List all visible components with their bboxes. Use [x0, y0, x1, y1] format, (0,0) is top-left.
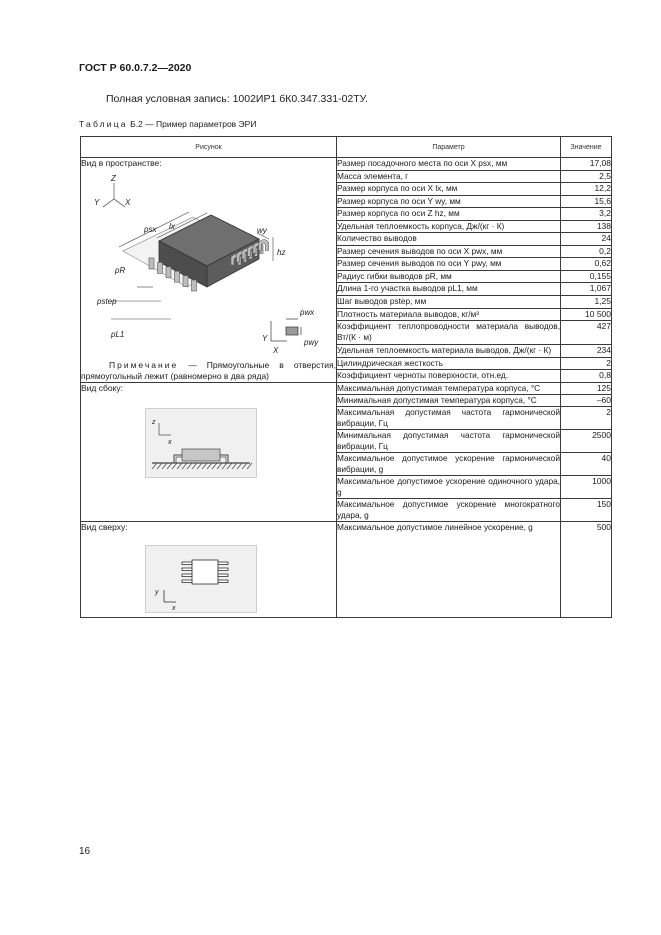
value-cell: 138	[561, 220, 612, 233]
col-header-param: Параметр	[337, 137, 561, 158]
axis-y-label: Y	[94, 198, 100, 207]
param-cell: Количество выводов	[337, 233, 561, 246]
value-cell: 0,8	[561, 370, 612, 383]
param-cell: Длина 1-го участка выводов pL1, мм	[337, 283, 561, 296]
psx-label: psx	[144, 225, 157, 234]
param-cell: Максимальное допустимое ускорение гармонической вибрации, g	[337, 453, 560, 474]
note-text: — Прямоугольные в отверстия, прямоугольный лежит (равномерно в два ряда)	[81, 360, 336, 381]
value-cell: 12,2	[561, 183, 612, 196]
param-cell: Размер корпуса по оси Z hz, мм	[337, 208, 561, 221]
value-cell: 17,08	[561, 158, 612, 171]
table-row	[81, 522, 612, 618]
top-view-drawing	[146, 546, 256, 612]
value-cell: 24	[561, 233, 612, 246]
page-number: 16	[79, 846, 91, 857]
value-cell: 1,25	[561, 296, 612, 309]
param-cell: Максимальное допустимое линейное ускорение, g	[337, 522, 561, 618]
value-cell: 3,2	[561, 208, 612, 221]
figure-cell-0	[81, 158, 337, 383]
table-caption	[79, 119, 256, 129]
param-cell: Коэффициент черноты поверхности, отн.ед.	[337, 370, 561, 383]
pwx-label: pwx	[300, 308, 315, 317]
axis-z-label: Z	[111, 174, 116, 183]
lx-label: lx	[169, 222, 175, 231]
table-row	[81, 383, 612, 395]
param-cell: Максимальное допустимое ускорение одиночного удара, g	[337, 476, 560, 497]
value-cell: 10 500	[561, 308, 612, 321]
pstep-label: pstep	[97, 297, 117, 306]
parameters-table	[80, 136, 612, 618]
figure-label: Вид в пространстве:	[81, 158, 162, 168]
figure-label: Вид сверху:	[81, 522, 128, 532]
value-cell: 0,62	[561, 258, 612, 271]
value-cell: 1,067	[561, 283, 612, 296]
param-cell: Размер корпуса по оси Y wy, мм	[337, 195, 561, 208]
value-cell: –60	[561, 395, 612, 407]
top-y-label: y	[155, 589, 159, 596]
figure-cell-1	[81, 383, 337, 522]
param-cell: Коэффициент теплопроводности материала выводов, Вт/(К · м)	[337, 321, 561, 345]
pwy-label: pwy	[304, 338, 319, 347]
col-header-value: Значение	[561, 137, 612, 158]
caption-prefix: Таблица	[79, 119, 128, 129]
param-cell: Масса элемента, г	[337, 170, 561, 183]
param-cell: Максимальное допустимое ускорение многократного удара, g	[337, 499, 560, 520]
param-cell: Размер корпуса по оси X lx, мм	[337, 183, 561, 196]
component-3d-drawing	[81, 169, 327, 354]
param-cell: Размер посадочного места по оси X psx, мм	[337, 158, 561, 171]
value-cell: 0,2	[561, 245, 612, 258]
side-view-drawing	[146, 409, 256, 477]
param-cell: Радиус гибки выводов pR, мм	[337, 270, 561, 283]
figure-note	[81, 360, 336, 382]
axis-x-label: X	[125, 198, 131, 207]
value-cell: 15,6	[561, 195, 612, 208]
table-row	[81, 158, 612, 171]
value-cell: 1000	[561, 476, 612, 499]
value-cell: 2,5	[561, 170, 612, 183]
document-header: ГОСТ Р 60.0.7.2—2020	[79, 62, 192, 74]
param-cell: Максимальная допустимая частота гармонической вибрации, Гц	[337, 407, 560, 428]
side-x-label: x	[168, 439, 172, 446]
value-cell: 40	[561, 453, 612, 476]
value-cell: 234	[561, 345, 612, 358]
param-cell: Цилиндрическая жесткость	[337, 357, 561, 370]
param-cell: Размер сечения выводов по оси X pwx, мм	[337, 245, 561, 258]
caption-number: Б.2	[130, 119, 143, 129]
value-cell: 125	[561, 383, 612, 395]
side-view-panel	[145, 408, 257, 478]
param-cell: Минимальная допустимая температура корпуса, °С	[337, 395, 561, 407]
table-header-row	[81, 137, 612, 158]
value-cell: 427	[561, 321, 612, 345]
section-y-label: Y	[262, 334, 268, 343]
value-cell: 2	[561, 357, 612, 370]
param-cell: Максимальная допустимая температура корпуса, °С	[337, 383, 561, 395]
figure-label: Вид сбоку:	[81, 383, 124, 393]
param-cell: Минимальная допустимая частота гармонической вибрации, Гц	[337, 430, 560, 451]
note-head: Примечание	[109, 360, 179, 370]
wy-label: wy	[257, 226, 267, 235]
caption-text: — Пример параметров ЭРИ	[145, 119, 257, 129]
figure-cell-2	[81, 522, 337, 618]
top-view-panel	[145, 545, 257, 613]
pl1-label: pL1	[111, 330, 125, 339]
col-header-figure: Рисунок	[81, 137, 337, 158]
value-cell: 0,155	[561, 270, 612, 283]
param-cell: Размер сечения выводов по оси Y pwy, мм	[337, 258, 561, 271]
value-cell: 2	[561, 407, 612, 430]
full-designation: Полная условная запись: 1002ИР1 бК0.347.331-02ТУ.	[106, 93, 368, 105]
section-x-label: X	[273, 346, 279, 354]
hz-label: hz	[277, 248, 286, 257]
value-cell: 2500	[561, 430, 612, 453]
param-cell: Удельная теплоемкость корпуса, Дж/(кг · К)	[337, 220, 561, 233]
pr-label: pR	[115, 266, 126, 275]
param-cell: Удельная теплоемкость материала выводов, Дж/(кг · К)	[337, 345, 561, 358]
value-cell: 500	[561, 522, 612, 618]
param-cell: Плотность материала выводов, кг/м³	[337, 308, 561, 321]
value-cell: 150	[561, 499, 612, 522]
side-z-label: z	[152, 419, 156, 426]
top-x-label: x	[172, 605, 176, 612]
param-cell: Шаг выводов pstep, мм	[337, 296, 561, 309]
